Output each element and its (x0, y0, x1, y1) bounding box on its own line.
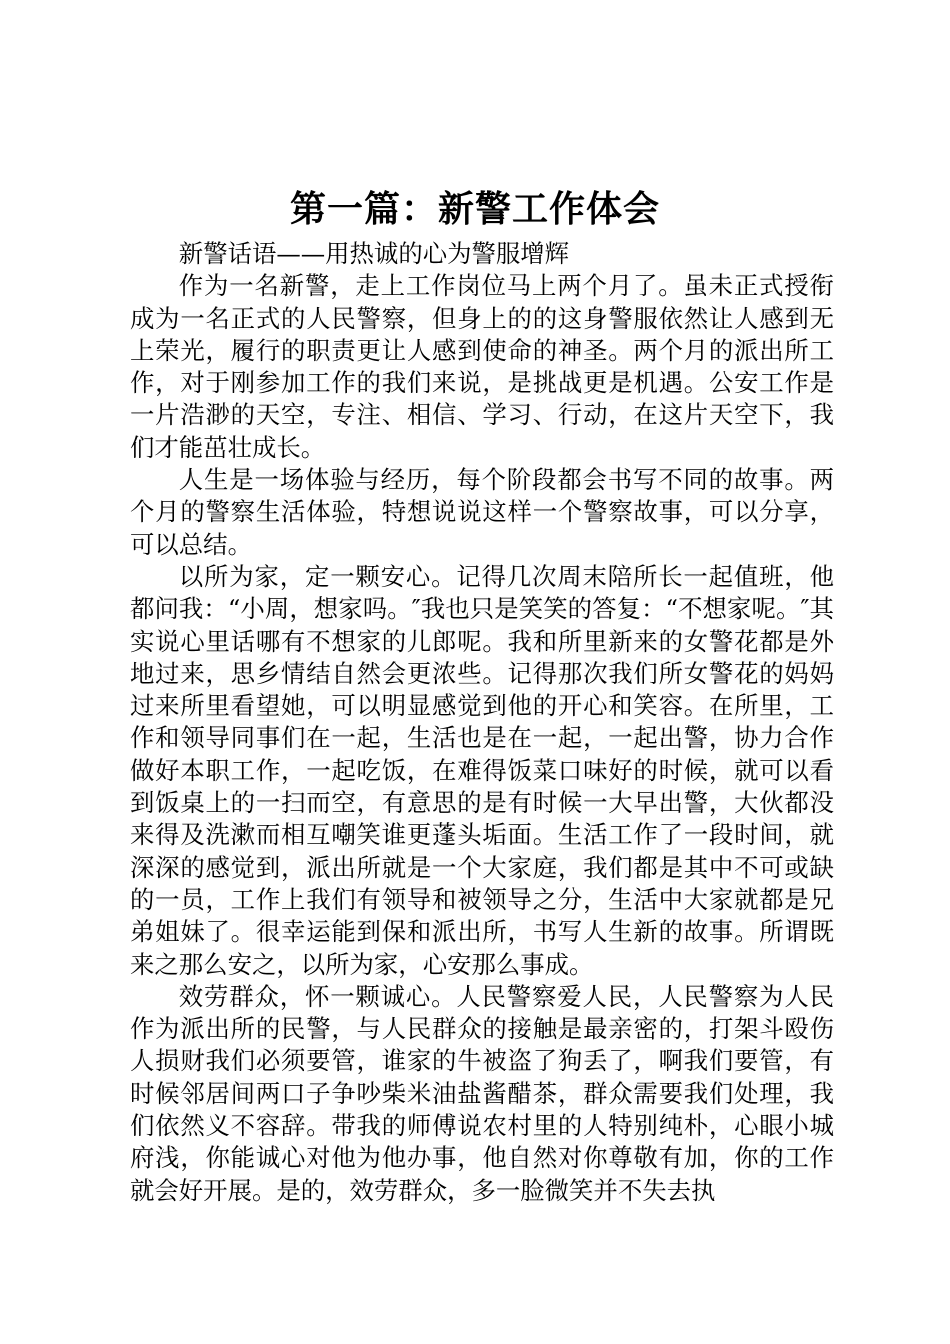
paragraph: 人生是一场体验与经历，每个阶段都会书写不同的故事。两个月的警察生活体验，特想说说这样一个警察故事，可以分享，可以总结。 (130, 465, 834, 559)
document-title: 第一篇：新警工作体会 (289, 188, 660, 230)
document-subtitle: 新警话语——用热诚的心为警服增辉 (178, 239, 570, 268)
paragraph: 效劳群众，怀一颗诚心。人民警察爱人民，人民警察为人民作为派出所的民警，与人民群众的接触是最亲密的，打架斗殴伤人损财我们必须要管，谁家的牛被盗了狗丢了，啊我们要管，有时候邻居间两口子争吵柴米油盐酱醋茶，群众需要我们处理，我们依然义不容辞。带我的师傅说农村里的人特别纯朴，心眼小城府浅，你能诚心对他为他办事，他自然对你尊敬有加，你的工作就会好开展。是的，效劳群众，多一脸微笑并不失去执 (130, 981, 834, 1205)
document-body (130, 238, 834, 1207)
paragraph: 作为一名新警，走上工作岗位马上两个月了。虽未正式授衔成为一名正式的人民警察，但身上的的这身警服依然让人感到无上荣光，履行的职责更让人感到使命的神圣。两个月的派出所工作，对于刚参加工作的我们来说，是挑战更是机遇。公安工作是一片浩渺的天空，专注、相信、学习、行动，在这片天空下，我们才能茁壮成长。 (130, 271, 834, 462)
paragraph: 以所为家，定一颗安心。记得几次周末陪所长一起值班，他都问我：“小周，想家吗。″我也只是笑笑的答复：“不想家呢。″其实说心里话哪有不想家的儿郎呢。我和所里新来的女警花都是外地过来，思乡情结自然会更浓些。记得那次我们所女警花的妈妈过来所里看望她，可以明显感觉到他的开心和笑容。在所里，工作和领导同事们在一起，生活也是在一起，一起出警，协力合作做好本职工作，一起吃饭，在难得饭菜口味好的时候，就可以看到饭桌上的一扫而空，有意思的是有时候一大早出警，大伙都没来得及洗漱而相互嘲笑谁更蓬头垢面。生活工作了一段时间，就深深的感觉到，派出所就是一个大家庭，我们都是其中不可或缺的一员，工作上我们有领导和被领导之分，生活中大家就都是兄弟姐妹了。很幸运能到保和派出所，书写人生新的故事。所谓既来之那么安之，以所为家，心安那么事成。 (130, 561, 834, 979)
